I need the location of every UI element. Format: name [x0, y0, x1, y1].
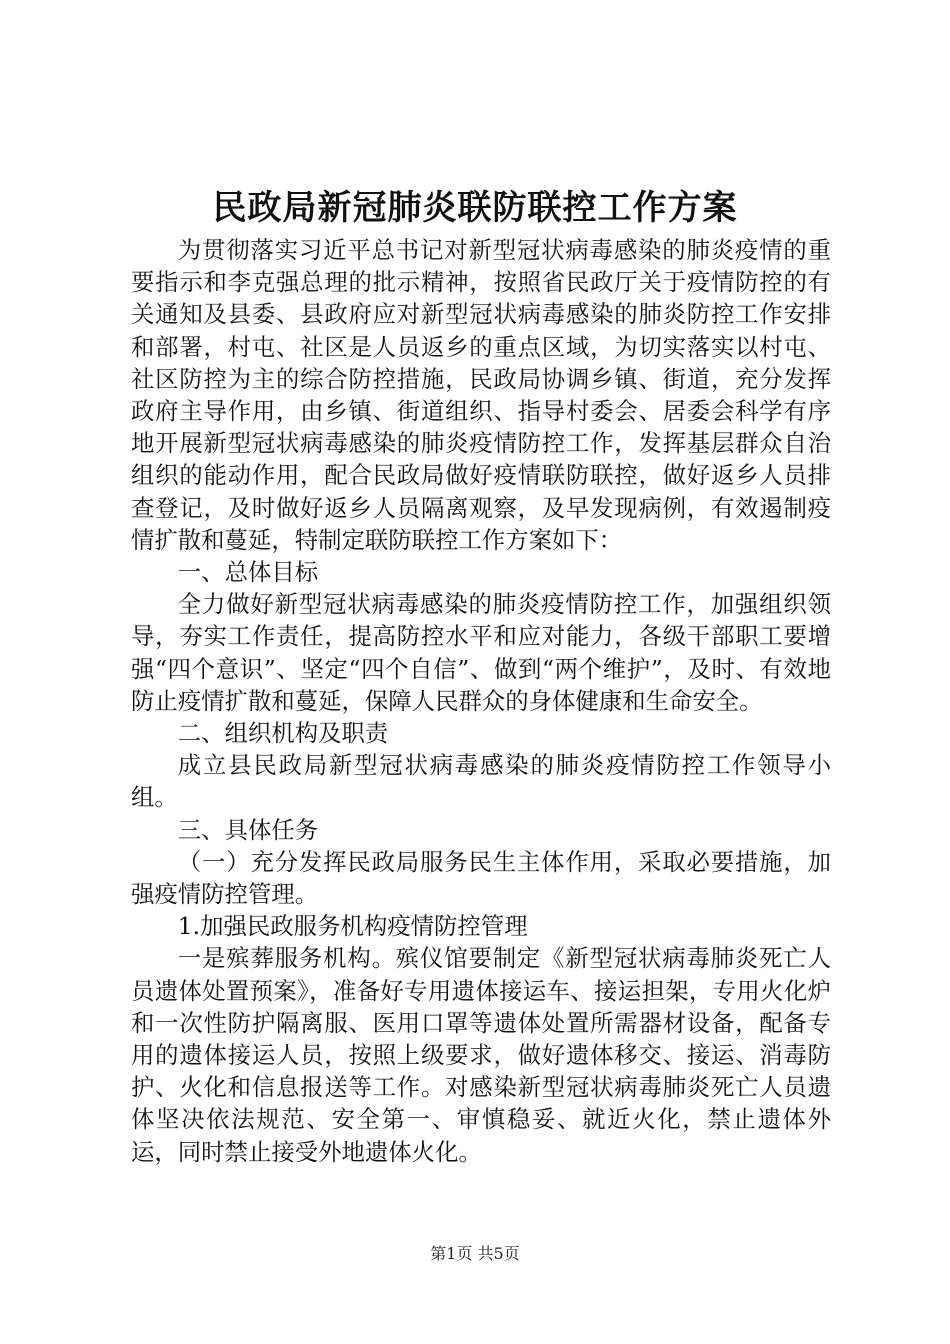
overall-goal-paragraph: 全力做好新型冠状病毒感染的肺炎疫情防控工作，加强组织领导，夯实工作责任，提高防控水平和应对能力，各级干部职工要增强“四个意识”、坚定“四个自信”、做到“两个维护”，及时、有效地防止疫情扩散和蔓延，保障人民群众的身体健康和生命安全。 [131, 590, 831, 715]
organization-paragraph: 成立县民政局新型冠状病毒感染的肺炎疫情防控工作领导小组。 [131, 751, 831, 812]
document-title: 民政局新冠肺炎联防联控工作方案 [212, 188, 738, 228]
intro-paragraph: 为贯彻落实习近平总书记对新型冠状病毒感染的肺炎疫情的重要指示和李克强总理的批示精神，按照省民政厅关于疫情防控的有关通知及县委、县政府应对新型冠状病毒感染的肺炎防控工作安排和部署，村屯、社区是人员返乡的重点区域，为切实落实以村屯、社区防控为主的综合防控措施，民政局协调乡镇、街道，充分发挥政府主导作用，由乡镇、街道组织、指导村委会、居委会科学有序地开展新型冠状病毒感染的肺炎疫情防控工作，发挥基层群众自治组织的能动作用，配合民政局做好疫情联防联控，做好返乡人员排查登记，及时做好返乡人员隔离观察，及早发现病例，有效遏制疫情扩散和蔓延，特制定联防联控工作方案如下： [131, 236, 831, 554]
section-heading-tasks: 三、具体任务 [177, 815, 319, 844]
subsection-heading-service-agencies: 1.加强民政服务机构疫情防控管理 [177, 912, 528, 941]
page-footer: 第1页 共5页 [430, 1244, 520, 1263]
funeral-services-paragraph: 一是殡葬服务机构。殡仪馆要制定《新型冠状病毒肺炎死亡人员遗体处置预案》，准备好专用遗体接运车、接运担架，专用火化炉和一次性防护隔离服、医用口罩等遗体处置所需器材设备，配备专用的遗体接运人员，按照上级要求，做好遗体移交、接运、消毒防护、火化和信息报送等工作。对感染新型冠状病毒肺炎死亡人员遗体坚决依法规范、安全第一、审慎稳妥、就近火化，禁止遗体外运，同时禁止接受外地遗体火化。 [131, 944, 831, 1166]
task-one-paragraph: （一）充分发挥民政局服务民生主体作用，采取必要措施，加强疫情防控管理。 [131, 847, 831, 909]
section-heading-overall-goal: 一、总体目标 [177, 558, 319, 587]
section-heading-organization: 二、组织机构及职责 [177, 719, 389, 748]
document-body [131, 234, 831, 1168]
